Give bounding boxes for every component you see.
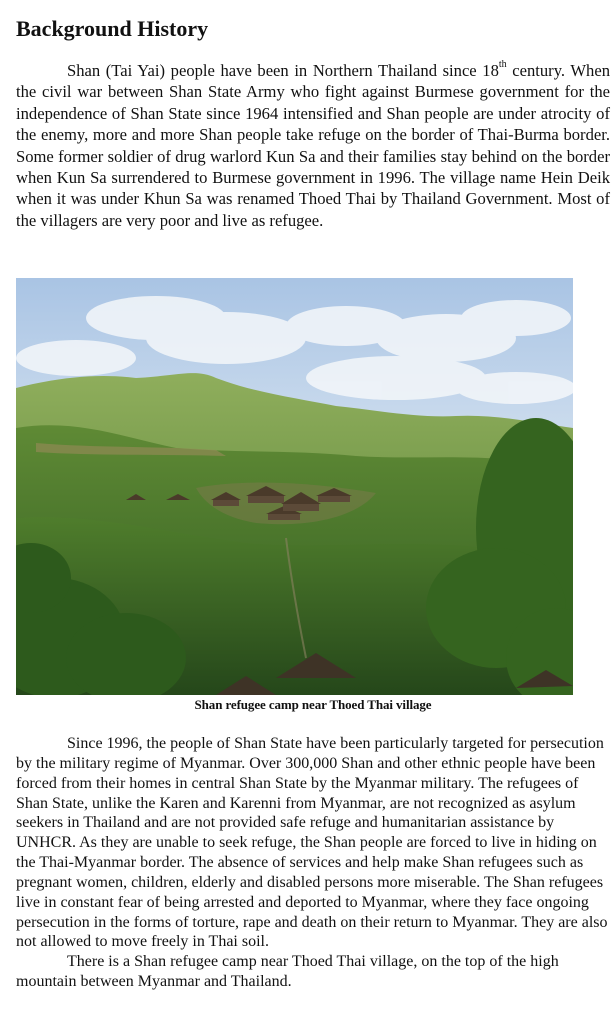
ordinal-suffix: th [498, 59, 507, 71]
body-paragraph-2: There is a Shan refugee camp near Thoed Thai village, on the top of the high mountain between Myanmar and Thailand. [16, 953, 559, 991]
intro-text-rest: century. When the civil war between Shan State Army who fight against Burmese government for the independence of Shan State since 1964 intensified and Shan people are under atrocity of the enemy, more and more Shan people take refuge on the border of Thai-Burma border. Some former soldier of drug warlord Kun Sa and their families stay behind on the border when Kun Sa surrendered to Burmese government in 1996. The village name Hein Deik when it was under Khun Sa was renamed Thoed Thai by Thailand Government. Most of the villagers are very poor and live as refugee. [16, 61, 610, 230]
body-paragraph-1: Since 1996, the people of Shan State have been particularly targeted for persecution by the military regime of Myanmar. Over 300,000 Shan and other ethnic people have been forced from their homes in central Shan State by the Myanmar military. The refugees of Shan State, unlike the Karen and Karenni from Myanmar, are not recognized as asylum seekers in Thailand and are not provided safe refuge and humanitarian assistance by UNHCR. As they are unable to seek refuge, the Shan people are forced to live in hiding on the Thai-Myanmar border. The absence of services and help make Shan refugees such as pregnant women, children, elderly and disabled persons more miserable. The Shan refugees live in constant fear of being arrested and deported to Myanmar, where they face ongoing persecution in the forms of torture, rape and death on their return to Myanmar. They are also not allowed to move freely in Thai soil. [16, 735, 608, 951]
village-photo [16, 278, 573, 695]
intro-text-start: Shan (Tai Yai) people have been in Northern Thailand since 18 [67, 61, 499, 80]
intro-paragraph [16, 60, 610, 231]
page-title: Background History [16, 16, 209, 41]
photo-caption: Shan refugee camp near Thoed Thai village [194, 697, 432, 712]
body-section [16, 734, 610, 992]
document-page [16, 0, 610, 1024]
